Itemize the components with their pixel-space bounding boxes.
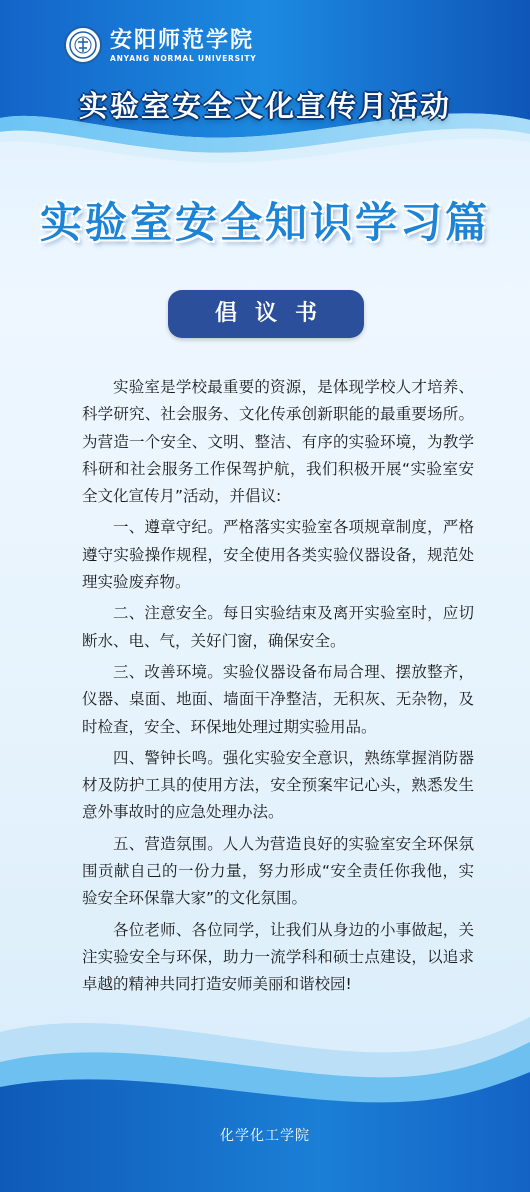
paragraph-closing: 各位老师、各位同学，让我们从身边的小事做起，关注实验安全与环保，助力一流学科和硕士点建设，以追求卓越的精神共同打造安师美丽和谐校园! [82,920,474,994]
paragraph-item-4: 四、警钟长鸣。强化实验安全意识，熟练掌握消防器材及防护工具的使用方法，安全预案牢记心头，熟悉发生意外事故时的应急处理办法。 [82,748,474,822]
paragraph-item-2: 二、注意安全。每日实验结束及离开实验室时，应切断水、电、气，关好门窗，确保安全。 [82,604,474,650]
paragraph-intro: 实验室是学校最重要的资源，是体现学校人才培养、科学研究、社会服务、文化传承创新职能的最重要场所。为营造一个安全、文明、整洁、有序的实验环境，为教学科研和社会服务工作保驾护航，我们积极开展“实验室安全文化宣传月”活动，并倡议: [82,378,474,506]
university-seal-icon [64,26,102,64]
proposal-body [82,374,474,1003]
paragraph-item-5: 五、营造氛围。人人为营造良好的实验室安全环保氛围贡献自己的一份力量，努力形成“安全责任你我他，实验安全环保靠大家”的文化氛围。 [82,834,474,908]
university-name-cn: 安阳师范学院 [110,26,255,53]
footer-department: 化学化工学院 [220,1128,310,1144]
banner-title: 实验室安全文化宣传月活动 [78,89,451,123]
paragraph-item-3: 三、改善环境。实验仪器设备布局合理、摆放整齐，仪器、桌面、地面、墙面干净整洁，无积灰、无杂物，及时检查，安全、环保地处理过期实验用品。 [82,662,474,736]
university-name-en: ANYANG NORMAL UNIVERSITY [110,53,257,63]
university-logo [64,26,257,64]
paragraph-item-1: 一、遵章守纪。严格落实实验室各项规章制度，严格遵守实验操作规程，安全使用各类实验仪器设备，规范处理实验废弃物。 [82,518,474,592]
main-title: 实验室安全知识学习篇 [39,198,490,247]
section-label-badge: 倡议书 [168,290,364,338]
